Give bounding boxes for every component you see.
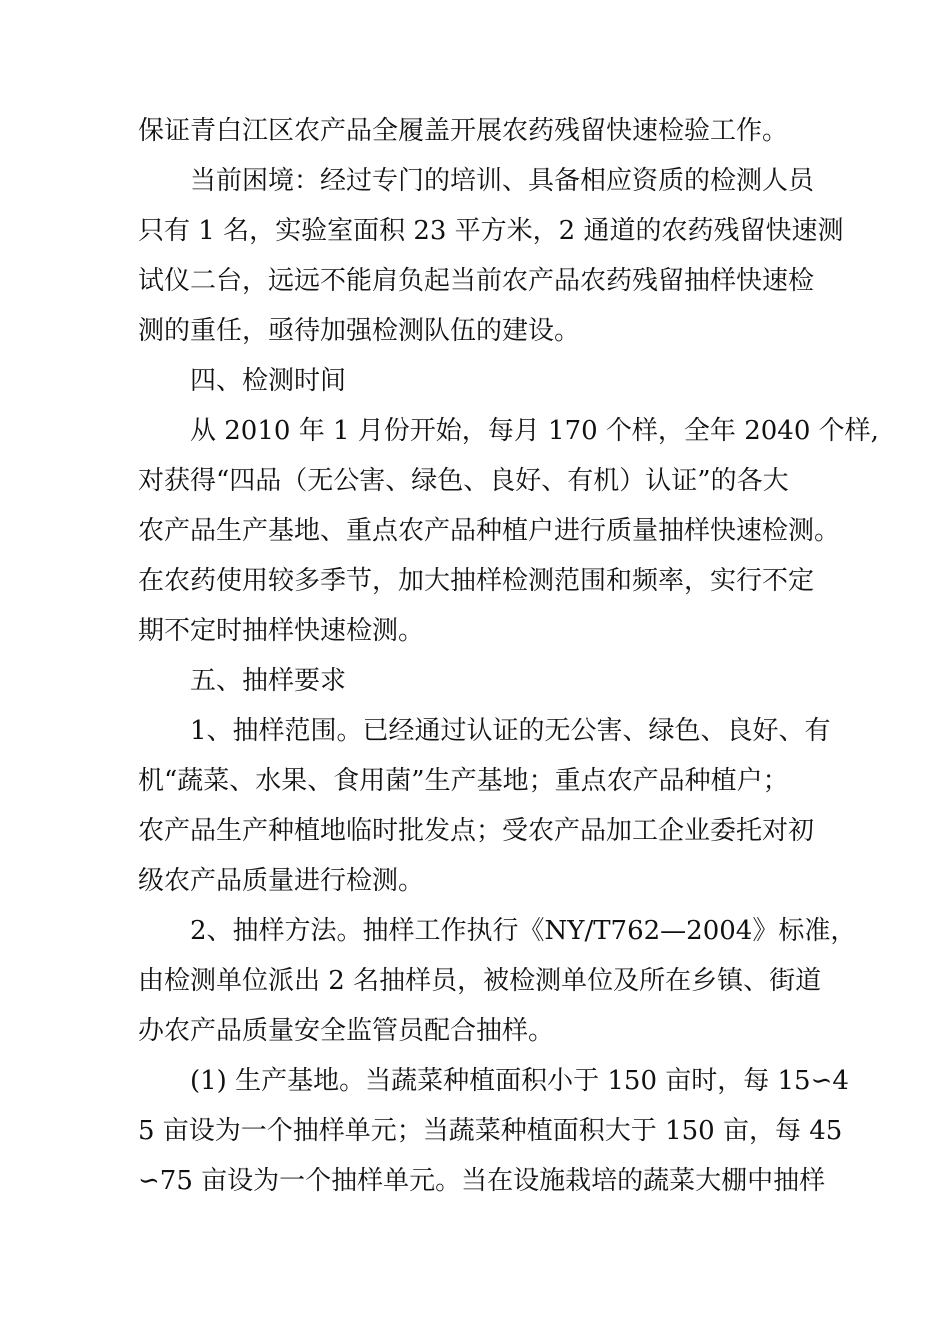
text-line: 级农产品质量进行检测。	[138, 866, 425, 896]
text-line: 当前困境：经过专门的培训、具备相应资质的检测人员	[190, 166, 815, 196]
text-line: 从 2010 年 1 月份开始，每月 170 个样，全年 2040 个样,	[190, 416, 879, 446]
text-line: 试仪二台，远远不能肩负起当前农产品农药残留抽样快速检	[138, 266, 815, 296]
text-line: 在农药使用较多季节，加大抽样检测范围和频率，实行不定	[138, 566, 815, 596]
text-line: 2、抽样方法。抽样工作执行《NY/T762—2004》标准，	[190, 916, 857, 946]
section-heading: 五、抽样要求	[190, 666, 347, 696]
text-line: 办农产品质量安全监管员配合抽样。	[138, 1016, 555, 1046]
text-line: 农产品生产种植地临时批发点；受农产品加工企业委托对初	[138, 816, 815, 846]
text-line: 机“蔬菜、水果、食用菌”生产基地；重点农产品种植户；	[138, 766, 789, 796]
text-line: ∽75 亩设为一个抽样单元。当在设施栽培的蔬菜大棚中抽样	[138, 1166, 826, 1196]
text-line: 1、抽样范围。已经通过认证的无公害、绿色、良好、有	[190, 716, 831, 746]
text-line: (1) 生产基地。当蔬菜种植面积小于 150 亩时，每 15∽4	[190, 1066, 849, 1096]
text-line: 期不定时抽样快速检测。	[138, 616, 425, 646]
text-line: 由检测单位派出 2 名抽样员，被检测单位及所在乡镇、街道	[138, 966, 822, 996]
text-line: 只有 1 名，实验室面积 23 平方米，2 通道的农药残留快速测	[138, 216, 844, 246]
section-heading: 四、检测时间	[190, 366, 347, 396]
text-line: 5 亩设为一个抽样单元；当蔬菜种植面积大于 150 亩，每 45	[138, 1116, 843, 1146]
text-line: 对获得“四品（无公害、绿色、良好、有机）认证”的各大	[138, 466, 789, 496]
text-line: 农产品生产基地、重点农产品种植户进行质量抽样快速检测。	[138, 516, 841, 546]
text-line: 测的重任，亟待加强检测队伍的建设。	[138, 316, 581, 346]
text-line: 保证青白江区农产品全履盖开展农药残留快速检验工作。	[138, 116, 789, 146]
